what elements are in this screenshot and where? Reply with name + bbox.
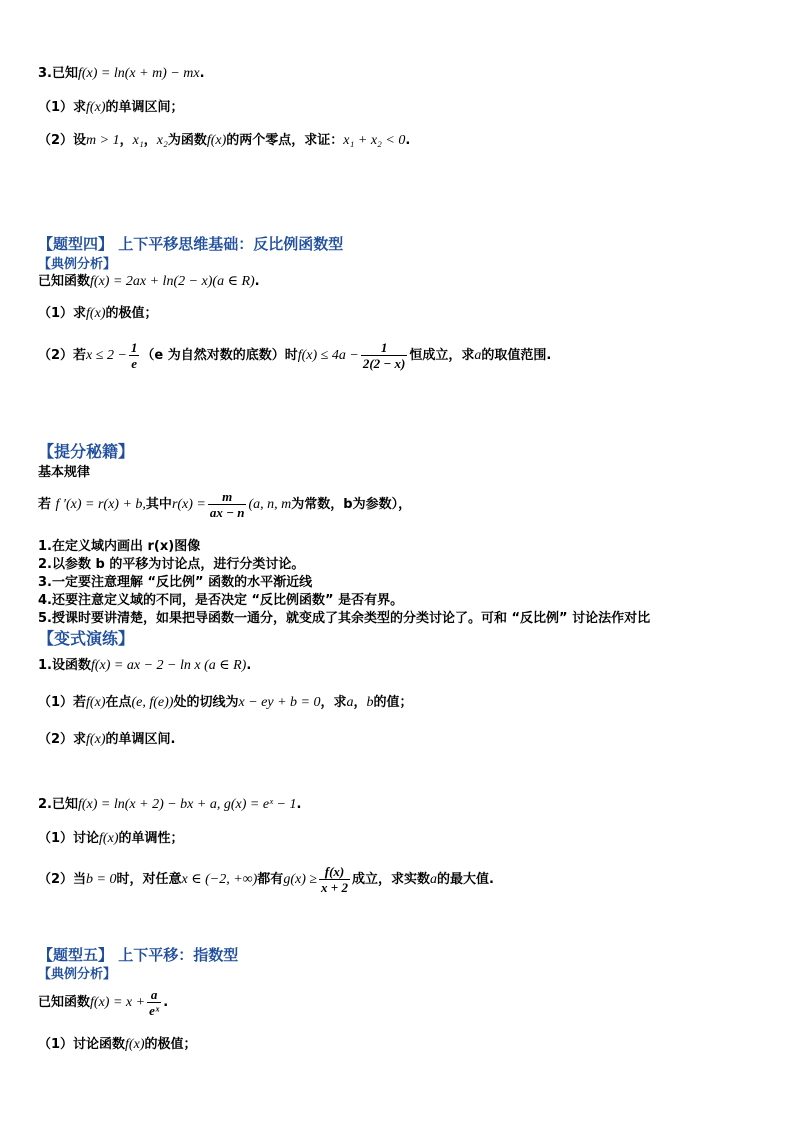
q1-formula-1: f(x) xyxy=(86,695,106,710)
q1-suffix: 的值； xyxy=(373,695,413,710)
q1-prefix: （1）若 xyxy=(38,695,87,710)
type-5-stem xyxy=(38,985,168,1021)
fraction-1-over-2-2-x xyxy=(361,340,408,371)
p2-formula: f(x) = ln(x + 2) − bx + a, g(x) = eˣ − 1 xyxy=(77,797,297,812)
law-formula-2: r(x) = xyxy=(171,497,206,512)
q1-formula: f(x) xyxy=(125,1037,145,1052)
problem-3-prefix: 3.已知 xyxy=(38,66,78,81)
q1-prefix: （1）讨论 xyxy=(38,831,100,846)
q1-formula-2: (e, f(e)) xyxy=(131,695,174,710)
tips-item: 4.还要注意定义域的不同，是否决定 “反比例函数” 是否有界。 xyxy=(38,593,404,608)
practice-2-question-2 xyxy=(38,862,494,898)
problem-3-stem xyxy=(38,65,205,83)
problem-3-question-1 xyxy=(38,99,184,117)
tips-law-title: 基本规律 xyxy=(38,465,91,480)
q2-mid-3: 成立，求实数 xyxy=(351,872,430,887)
law-formula-1: f ′(x) = r(x) + b, xyxy=(55,497,146,512)
q2-formula: f(x) xyxy=(86,732,106,747)
q2-formula-3: g(x) ≥ xyxy=(283,872,318,887)
tips-item: 1.在定义域内画出 r(x)图像 xyxy=(38,539,201,554)
q2-suffix: 的最大值. xyxy=(436,872,494,887)
numerator: f(x) xyxy=(319,864,350,880)
fraction-m-over-ax-n xyxy=(208,489,247,520)
q1-mid-3: ，求 xyxy=(320,695,347,710)
tips-law xyxy=(38,487,411,523)
q2-prefix: （2）当 xyxy=(38,872,87,887)
law-prefix: 若 xyxy=(38,497,52,512)
stem-prefix: 已知函数 xyxy=(38,995,91,1010)
q1-prefix: （1）讨论函数 xyxy=(38,1037,126,1052)
q1-formula-3: x − ey + b = 0 xyxy=(238,695,321,710)
q2-formula-3: x₂ xyxy=(156,133,168,148)
q2-formula-2: x ∈ (−2, +∞) xyxy=(181,872,258,887)
practice-2-question-1 xyxy=(38,830,184,848)
q2-suffix: 的单调区间. xyxy=(105,732,176,747)
tips-item: 3.一定要注意理解 “反比例” 函数的水平渐近线 xyxy=(38,575,313,590)
q2-mid-2: 都有 xyxy=(257,872,284,887)
p1-formula: f(x) = ax − 2 − ln x (a ∈ R) xyxy=(90,658,247,673)
fraction-1-over-e xyxy=(129,340,140,371)
practice-1-question-1 xyxy=(38,694,413,712)
q1-formula: f(x) xyxy=(99,831,119,846)
law-mid: 其中 xyxy=(145,497,172,512)
stem-formula: f(x) = x + xyxy=(90,995,146,1010)
q2-prefix: （2）求 xyxy=(38,732,87,747)
q2-formula-1: m > 1 xyxy=(86,133,120,148)
numerator: 1 xyxy=(361,340,408,356)
q2-formula-1: x ≤ 2 − xyxy=(86,348,127,363)
type-4-question-2 xyxy=(38,338,551,374)
q2-paren: （e 为自然对数的底数）时 xyxy=(141,348,298,363)
type-4-subheading: 【典例分析】 xyxy=(38,257,117,272)
practice-1-question-2 xyxy=(38,731,175,749)
q2-formula-2: f(x) ≤ 4a − xyxy=(297,348,359,363)
practice-2-stem xyxy=(38,796,301,814)
q1-formula: f(x) xyxy=(86,306,106,321)
tips-heading: 【提分秘籍】 xyxy=(38,442,135,461)
problem-3-formula: f(x) = ln(x + m) − mx xyxy=(77,66,200,81)
stem-suffix: . xyxy=(163,995,169,1010)
p2-prefix: 2.已知 xyxy=(38,797,78,812)
numerator: 1 xyxy=(130,340,138,355)
stem-formula: f(x) = 2ax + ln(2 − x)(a ∈ R) xyxy=(90,274,255,289)
q2-mid: 为函数 xyxy=(167,133,207,148)
type-4-question-1 xyxy=(38,305,158,323)
denominator: eˣ xyxy=(149,1003,160,1018)
q1-prefix: （1）求 xyxy=(38,100,87,115)
type-5-subheading: 【典例分析】 xyxy=(38,967,117,982)
q1-formula-4: a xyxy=(346,695,354,710)
law-suffix: 为常数，b为参数）， xyxy=(291,497,412,512)
q2-sep-2: ， xyxy=(143,133,157,148)
q2-suffix: 的取值范围. xyxy=(481,348,552,363)
q2-formula-4: a xyxy=(429,872,437,887)
denominator: 2(2 − x) xyxy=(362,356,406,371)
q2-sep-1: ， xyxy=(119,133,133,148)
q1-suffix: 的极值； xyxy=(105,306,158,321)
type-4-stem xyxy=(38,273,260,291)
q2-formula-4: f(x) xyxy=(206,133,227,148)
q2-mid-2: 的两个零点，求证： xyxy=(226,133,344,148)
law-formula-3: (a, n, m xyxy=(248,497,292,512)
numerator: m xyxy=(208,489,247,505)
type-5-question-1 xyxy=(38,1036,197,1054)
p1-prefix: 1.设函数 xyxy=(38,658,91,673)
denominator: ax − n xyxy=(209,505,245,520)
q2-prefix: （2）若 xyxy=(38,348,87,363)
q1-formula-5: b xyxy=(366,695,374,710)
q2-mid: 时，对任意 xyxy=(116,872,182,887)
q2-formula-5: x₁ + x₂ < 0 xyxy=(343,133,406,148)
q2-formula-2: x₁ xyxy=(132,133,144,148)
type-5-heading: 【题型五】 上下平移：指数型 xyxy=(38,946,239,964)
problem-3-suffix: . xyxy=(199,66,205,81)
q1-formula: f(x) xyxy=(86,100,106,115)
practice-heading: 【变式演练】 xyxy=(38,629,135,648)
stem-suffix: . xyxy=(254,274,260,289)
p2-suffix: . xyxy=(296,797,302,812)
problem-3-question-2 xyxy=(38,132,410,150)
q1-prefix: （1）求 xyxy=(38,306,87,321)
tips-item: 2.以参数 b 的平移为讨论点，进行分类讨论。 xyxy=(38,557,305,572)
q1-suffix: 的单调区间； xyxy=(105,100,184,115)
q2-formula-3: a xyxy=(474,348,482,363)
numerator: a xyxy=(147,987,161,1003)
q2-mid: 恒成立，求 xyxy=(409,348,475,363)
denominator: x + 2 xyxy=(321,880,348,895)
q1-suffix: 的极值； xyxy=(144,1037,197,1052)
type-4-heading: 【题型四】 上下平移思维基础：反比例函数型 xyxy=(38,235,344,253)
q1-mid-4: ， xyxy=(353,695,367,710)
q2-suffix: . xyxy=(405,133,411,148)
q1-suffix: 的单调性； xyxy=(118,831,184,846)
stem-prefix: 已知函数 xyxy=(38,274,91,289)
fraction-a-over-e-x xyxy=(147,987,161,1018)
q2-formula-1: b = 0 xyxy=(86,872,117,887)
q1-mid-2: 处的切线为 xyxy=(173,695,239,710)
practice-1-stem xyxy=(38,657,251,675)
tips-item: 5.授课时要讲清楚，如果把导函数一通分，就变成了其余类型的分类讨论了。可和 “反比例” 讨论法作对比 xyxy=(38,611,651,626)
q1-mid: 在点 xyxy=(105,695,132,710)
denominator: e xyxy=(131,356,138,371)
q2-prefix: （2）设 xyxy=(38,133,87,148)
p1-suffix: . xyxy=(246,658,252,673)
fraction-f-over-x-plus-2 xyxy=(319,864,350,895)
